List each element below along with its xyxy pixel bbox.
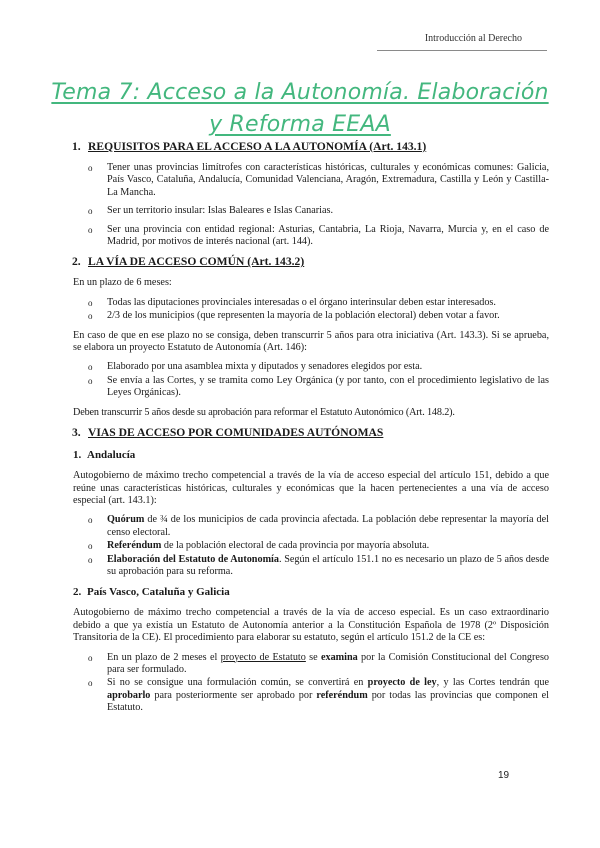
pais-vasco-list: [73, 652, 549, 715]
section-3-heading: [73, 426, 549, 440]
list-item: o Si no se consigue una formulación común, se convertirá en proyecto de ley, y las Cortes tendrán que aprobarlo para posteriormente ser aprobado por referéndum por todas las provincias que componen el Estatuto.: [88, 677, 550, 714]
list-item: o Tener unas provincias limítrofes con características históricas, culturales y económicas comunes: Galicia, País Vasco, Cataluña, Andalucía, Comunidad Valenciana, Aragón, Extremadura, Castilla y León y Castilla-La Mancha.: [88, 162, 549, 198]
bullet-icon: o: [88, 224, 93, 235]
conditions-list: [73, 297, 549, 323]
section-title: REQUISITOS PARA EL ACCESO A LA AUTONOMÍA (Art. 143.1): [88, 140, 427, 153]
section-number: 3.: [72, 426, 81, 440]
course-header: Introducción al Derecho: [424, 33, 522, 44]
paragraph: Autogobierno de máximo trecho competencial a través de la vía de acceso especial. Es un caso extraordinario debido a que ya existía un Estatuto de Autonomía anterior a la Constitución Española de 1978 (2º Disposición Transitoria de la CE). El procedimiento para elaborar su estatuto, según el artículo 151.2 de la CE es:: [73, 607, 549, 644]
bullet-icon: o: [88, 375, 93, 386]
list-item: o Elaboración del Estatuto de Autonomía. Según el artículo 151.1 no es necesario un plazo de 5 años desde su aprobación para su reforma.: [88, 553, 549, 577]
page-title: Tema 7: Acceso a la Autonomía. Elaboración y Reforma EEAA: [51, 80, 549, 137]
list-item: o Ser un territorio insular: Islas Baleares e Islas Canarias.: [88, 205, 334, 217]
bullet-icon: o: [88, 311, 93, 322]
document-body: [73, 140, 549, 722]
bullet-icon: o: [88, 678, 93, 689]
section-number: 1.: [72, 140, 81, 153]
list-item: o Referéndum de la población electoral de cada provincia por mayoría absoluta.: [88, 540, 430, 552]
bullet-icon: o: [88, 541, 93, 552]
list-item: o En un plazo de 2 meses el proyecto de Estatuto se examina por la Comisión Constitucional del Congreso para ser formulado.: [88, 651, 550, 675]
page-number: 19: [498, 770, 510, 781]
bullet-icon: o: [88, 206, 93, 217]
subsection-number: 2.: [73, 586, 82, 599]
paragraph: Autogobierno de máximo trecho competencial a través de la vía de acceso especial del artículo 151, debido a que reúne unas características históricas, culturales y económicas que la hacen pertenecientes a una vía de acceso especial (art. 143.1):: [73, 470, 549, 506]
subsection-title: País Vasco, Cataluña y Galicia: [87, 586, 230, 599]
statute-list: [73, 361, 549, 399]
bullet-icon: o: [88, 163, 93, 173]
paragraph: En un plazo de 6 meses:: [73, 277, 172, 289]
subsection-andalucia-heading: [73, 448, 549, 462]
list-item: o 2/3 de los municipios (que representen la mayoría de la población electoral) deben votar a favor.: [88, 310, 500, 322]
bullet-icon: o: [88, 362, 93, 373]
paragraph: Deben transcurrir 5 años desde su aprobación para reformar el Estatuto Autonómico (Art. 148.2).: [73, 406, 455, 418]
section-title: LA VÍA DE ACCESO COMÚN (Art. 143.2): [88, 255, 305, 269]
header-divider: [377, 50, 547, 51]
bullet-icon: o: [88, 652, 93, 663]
andalucia-list: [73, 514, 549, 578]
list-item: o Todas las diputaciones provinciales interesadas o el órgano interinsular deben estar interesados.: [88, 296, 496, 308]
subsection-number: 1.: [73, 449, 82, 462]
bullet-icon: o: [88, 554, 93, 565]
subsection-pais-vasco-heading: [73, 585, 549, 599]
bullet-icon: o: [88, 297, 93, 308]
list-item: o Se envía a las Cortes, y se tramita como Ley Orgánica (y por tanto, con el procedimiento legislativo de las Leyes Orgánicas).: [88, 374, 549, 399]
bullet-icon: o: [88, 515, 93, 526]
paragraph: En caso de que en ese plazo no se consiga, deben transcurrir 5 años para otra iniciativa (Art. 143.3). Si se aprueba, se elabora un proyecto Estatuto de Autonomía (Art. 146):: [73, 329, 549, 354]
subsection-title: Andalucía: [87, 449, 136, 462]
list-item: o Elaborado por una asamblea mixta y diputados y senadores elegidos por esta.: [88, 361, 423, 373]
list-item: o Ser una provincia con entidad regional: Asturias, Cantabria, La Rioja, Navarra, Murcia y, en el caso de Madrid, por motivos de interés nacional (art. 144).: [88, 223, 549, 248]
section-2-heading: [73, 255, 549, 269]
section-number: 2.: [72, 255, 81, 269]
list-item: o Quórum de ¾ de los municipios de cada provincia afectada. La población debe representar la mayoría del censo electoral.: [88, 514, 549, 538]
requirements-list: [73, 162, 549, 248]
section-title: VIAS DE ACCESO POR COMUNIDADES AUTÓNOMAS: [88, 426, 384, 440]
section-1-heading: [73, 140, 549, 154]
